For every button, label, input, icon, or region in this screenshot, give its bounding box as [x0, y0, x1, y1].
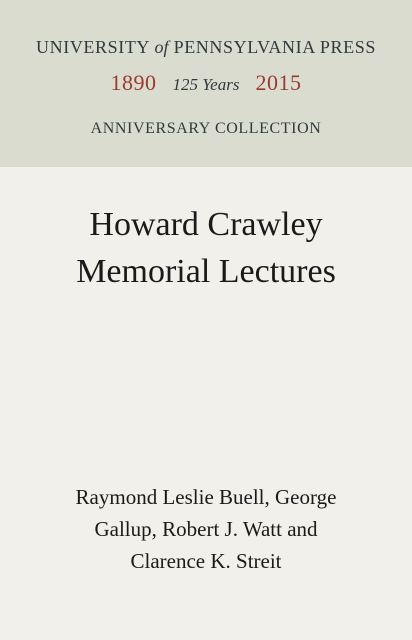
press-name-prefix: UNIVERSITY: [36, 37, 150, 57]
press-name: [0, 37, 412, 58]
author-line: Raymond Leslie Buell, George: [75, 485, 337, 509]
title-line: Memorial Lectures: [76, 253, 336, 290]
press-name-of: of: [154, 37, 169, 57]
header-band: [0, 0, 412, 167]
years-mark-logo: 125 Years: [172, 75, 240, 94]
year-start: 1890: [110, 70, 157, 95]
collection-label: ANNIVERSARY COLLECTION: [90, 120, 322, 137]
year-end: 2015: [255, 70, 302, 95]
press-name-suffix: PENNSYLVANIA PRESS: [173, 37, 376, 57]
book-title: [0, 201, 412, 295]
book-authors: [0, 481, 412, 577]
title-line: Howard Crawley: [89, 206, 323, 243]
author-line: Clarence K. Streit: [130, 549, 282, 573]
anniversary-row: [0, 70, 412, 96]
author-line: Gallup, Robert J. Watt and: [94, 517, 318, 541]
